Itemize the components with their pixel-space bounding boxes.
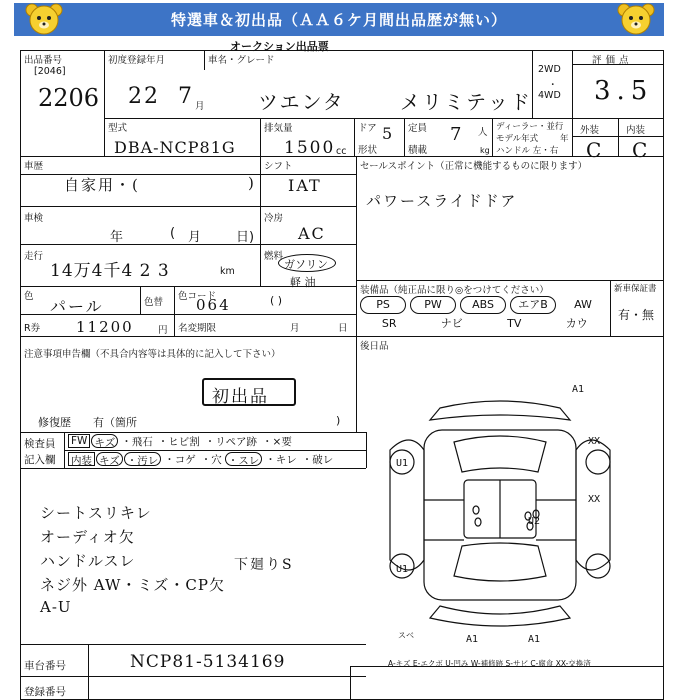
registration-label: 初度登録年月 [108,55,166,66]
engine-value: 1500 [284,138,336,158]
capacity-value: 7 [450,124,464,145]
damage-mark: A1 [466,634,479,645]
cut-title: オークション出品票 [230,40,329,53]
mileage-value: 14万4千4 2 3 [50,261,170,281]
equipment-row1 [358,296,608,314]
damage-mark: XX [588,494,601,505]
car-diagram [380,390,620,642]
checker-item: ・スレ [225,452,263,466]
lot-label: 出品番号 [24,55,63,66]
score-value: 3.5 [594,76,654,106]
equipment-item: カウ [565,317,588,330]
damage-mark: U1 [396,564,409,575]
fuel-value: ガソリン [284,258,328,271]
aircon-value: AC [298,224,326,243]
lot-sub: [2046] [34,66,66,77]
checker-item: ・破レ [301,454,334,466]
first-listing-stamp: 初出品 [202,378,296,406]
auction-sheet: オークション出品票 出品番号 [2046] 2206 初度登録年月 22 7 月 車名・グレード ツエンタ メリミテッド 2WD ・ 4WD 評価点 3.5 型式 DBA-NCP81G 排気量 1500 cc ドア 5 形状 定員 7 人 積載 kg ディーラー・並行 モデル年式 年 ハンドル 左・右 外装 内装 C C 車歴 自家用・( ) シフト IAT 車検 年 ( 月 日) 冷房 AC 走行 14万4千4 2 3 km 燃料 ガソリン 軽 油 ( ) 色 パール 色替 色コード 064 R券 11200 円 名変期限 月 日 セールスポイント（正常に機能するものに限ります） パワースライドドア 装備品（純正品に限り◎をつけてください） 新車保証書 有・無 PS PW ABS エアB AW SR ナビ TV カウ 後日品 注意事項申告欄（不具合内容等は具体的に記入して下さい） 初出品 修復歴 有（箇所 ) 検査員 記入欄 FW キズ ・飛石 ・ヒビ割 ・リペア跡 ・×要 内装 キズ ・汚レ ・コゲ ・穴 ・スレ ・キレ ・破レ シートスリキレ オーディオ欠 ハンドルスレ ネジ外 AW・ミズ・CP欠 A-U 下廻りS A1 XX U1 XX U2 U1 A1 A1 スベ A-キズ E-エクボ U-凹み W-補修跡 S-サビ C-腐食 XX-交換済 車台番号 NCP81-5134169 登録番号 [20,44,668,700]
notes-label: 注意事項申告欄（不具合内容等は具体的に記入して下さい） [24,349,281,360]
banner-title: 特選車＆初出品（ＡＡ６ケ月間出品歴が無い） [170,11,507,29]
recycle-value: 11200 [76,318,134,336]
banner [14,3,664,36]
registration-year: 22 [128,84,160,109]
exterior-score: C [586,138,604,162]
checker-item: FW [68,434,90,448]
equipment-item: PS [360,296,406,314]
hood-outline [430,401,570,420]
equipment-item: SR [381,317,397,330]
checker-item: ・キレ [265,454,297,466]
car-grade: メリミテッド [400,90,532,114]
checker-item: ・ヒビ割 [157,436,200,448]
color-code: 064 [196,296,231,314]
bear-mascot-icon [614,2,658,38]
damage-mark: スベ [398,631,414,640]
bear-mascot-icon [22,2,66,38]
under-note: 下廻りS [234,557,294,573]
damage-mark: A1 [572,384,585,395]
shift-value: IAT [288,176,322,195]
inspector-notes [40,502,340,622]
inspector-note-line: シートスリキレ [40,504,152,522]
equipment-item: AW [574,298,592,311]
warranty-value: 有・無 [618,308,655,322]
checker-item: キズ [91,434,118,448]
doors-value: 5 [382,124,395,143]
checker-item: ・リペア跡 [204,436,258,448]
inspector-note-line: ネジ外 AW・ミズ・CP欠 [40,576,225,594]
checker-item: 内装 [68,452,95,466]
model-value: DBA-NCP81G [114,138,236,157]
checker-row2 [68,452,335,466]
lot-number: 2206 [38,84,100,112]
equipment-row2 [358,316,608,334]
inspector-note-line: オーディオ欠 [40,528,135,546]
sales-point-value: パワースライドドア [366,192,518,210]
checker-item: ・穴 [200,454,222,466]
checker-item: ・×要 [262,436,292,448]
equipment-item: PW [410,296,456,314]
equipment-item: エアB [510,296,556,314]
damage-mark: XX [588,436,601,447]
checker-item: ・飛石 [121,436,153,448]
checker-row1 [68,434,294,448]
interior-score: C [632,138,650,162]
equipment-item: ABS [460,296,506,314]
damage-mark: U2 [528,516,541,527]
inspector-note-line: ハンドルスレ [40,552,136,570]
registration-month: 7 [178,84,194,109]
checker-item: ・汚レ [124,452,162,466]
score-label: 評価点 [592,55,633,66]
equipment-item: ナビ [440,317,463,330]
legend: A-キズ E-エクボ U-凹み W-補修跡 S-サビ C-腐食 XX-交換済 [388,659,591,668]
car-name: ツエンタ [258,90,345,114]
checker-item: キズ [96,452,123,466]
damage-mark: U1 [396,458,409,469]
car-name-label: 車名・グレード [208,55,275,66]
sales-point-label: セールスポイント（正常に機能するものに限ります） [360,161,588,172]
damage-mark: A1 [528,634,541,645]
color-value: パール [50,297,104,316]
usage-value: 自家用・( [64,176,140,194]
inspector-note-line: A-U [40,598,72,616]
chassis-value: NCP81-5134169 [130,652,286,672]
equipment-item: TV [507,317,522,330]
checker-item: ・コゲ [164,454,196,466]
